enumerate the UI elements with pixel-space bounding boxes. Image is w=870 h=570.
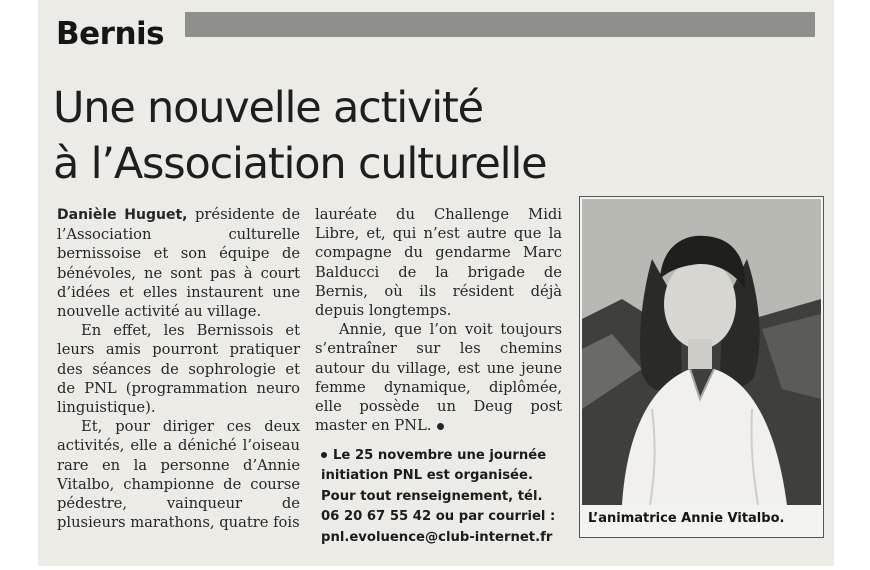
portrait-photo xyxy=(579,196,824,538)
info-box xyxy=(321,446,571,548)
article-column-1 xyxy=(57,205,300,532)
paragraph-3: Et, pour diriger ces deux activités, elle a déniché l’oiseau rare en la personne d’Annie Vitalbo, championne de course pédestre, vainqueur de plusieurs marathons, quatre fois xyxy=(57,418,301,532)
info-line-1: Le 25 novembre une journée xyxy=(321,446,571,466)
article-body-continued xyxy=(315,205,562,435)
info-email[interactable]: pnl.evoluence@club-internet.fr xyxy=(321,529,553,545)
paragraph-1 xyxy=(57,205,300,321)
paragraph-4-text: Annie, que l’on voit toujours s’entraîner sur les chemins autour du village, est une jeune femme dynamique, diplômée, elle possède un Deug post master en PNL. xyxy=(315,321,563,435)
info-line-4: 06 20 67 55 42 ou par courriel : xyxy=(321,509,556,525)
newspaper-clipping xyxy=(38,0,834,566)
end-mark-icon xyxy=(437,423,444,430)
photo-caption: L’animatrice Annie Vitalbo. xyxy=(588,511,785,526)
info-line-3: Pour tout renseignement, tél. xyxy=(321,488,543,504)
headline-line-1: Une nouvelle activité xyxy=(53,83,483,133)
article-column-2 xyxy=(315,205,562,435)
info-line-2: initiation PNL est organisée. xyxy=(321,468,533,484)
paragraph-3: lauréate du Challenge Midi Libre, et, qui n’est autre que la compagne du gendarme Marc Balducci de la brigade de Bernis, où ils résident déjà depuis longtemps. xyxy=(315,206,563,320)
portrait-image xyxy=(582,199,821,505)
kicker-bar xyxy=(185,12,815,37)
section-kicker: Bernis xyxy=(56,16,165,52)
article-headline xyxy=(53,80,546,192)
paragraph-2: En effet, les Bernissois et leurs amis pourront pratiquer des séances de sophrologie et de PNL (programmation neuro linguistique). xyxy=(57,322,301,417)
article-body xyxy=(57,205,300,532)
bullet-icon xyxy=(321,452,327,458)
lead-name: Danièle Huguet, xyxy=(57,207,188,223)
headline-line-2: à l’Association culturelle xyxy=(53,139,547,189)
paragraph-4 xyxy=(315,320,562,435)
paragraph-1-text: présidente de l’Association culturelle bernissoise et son équipe de bénévoles, ne sont pas à court d’idées et elles instaurent une nouvelle activité au village. xyxy=(57,206,301,321)
